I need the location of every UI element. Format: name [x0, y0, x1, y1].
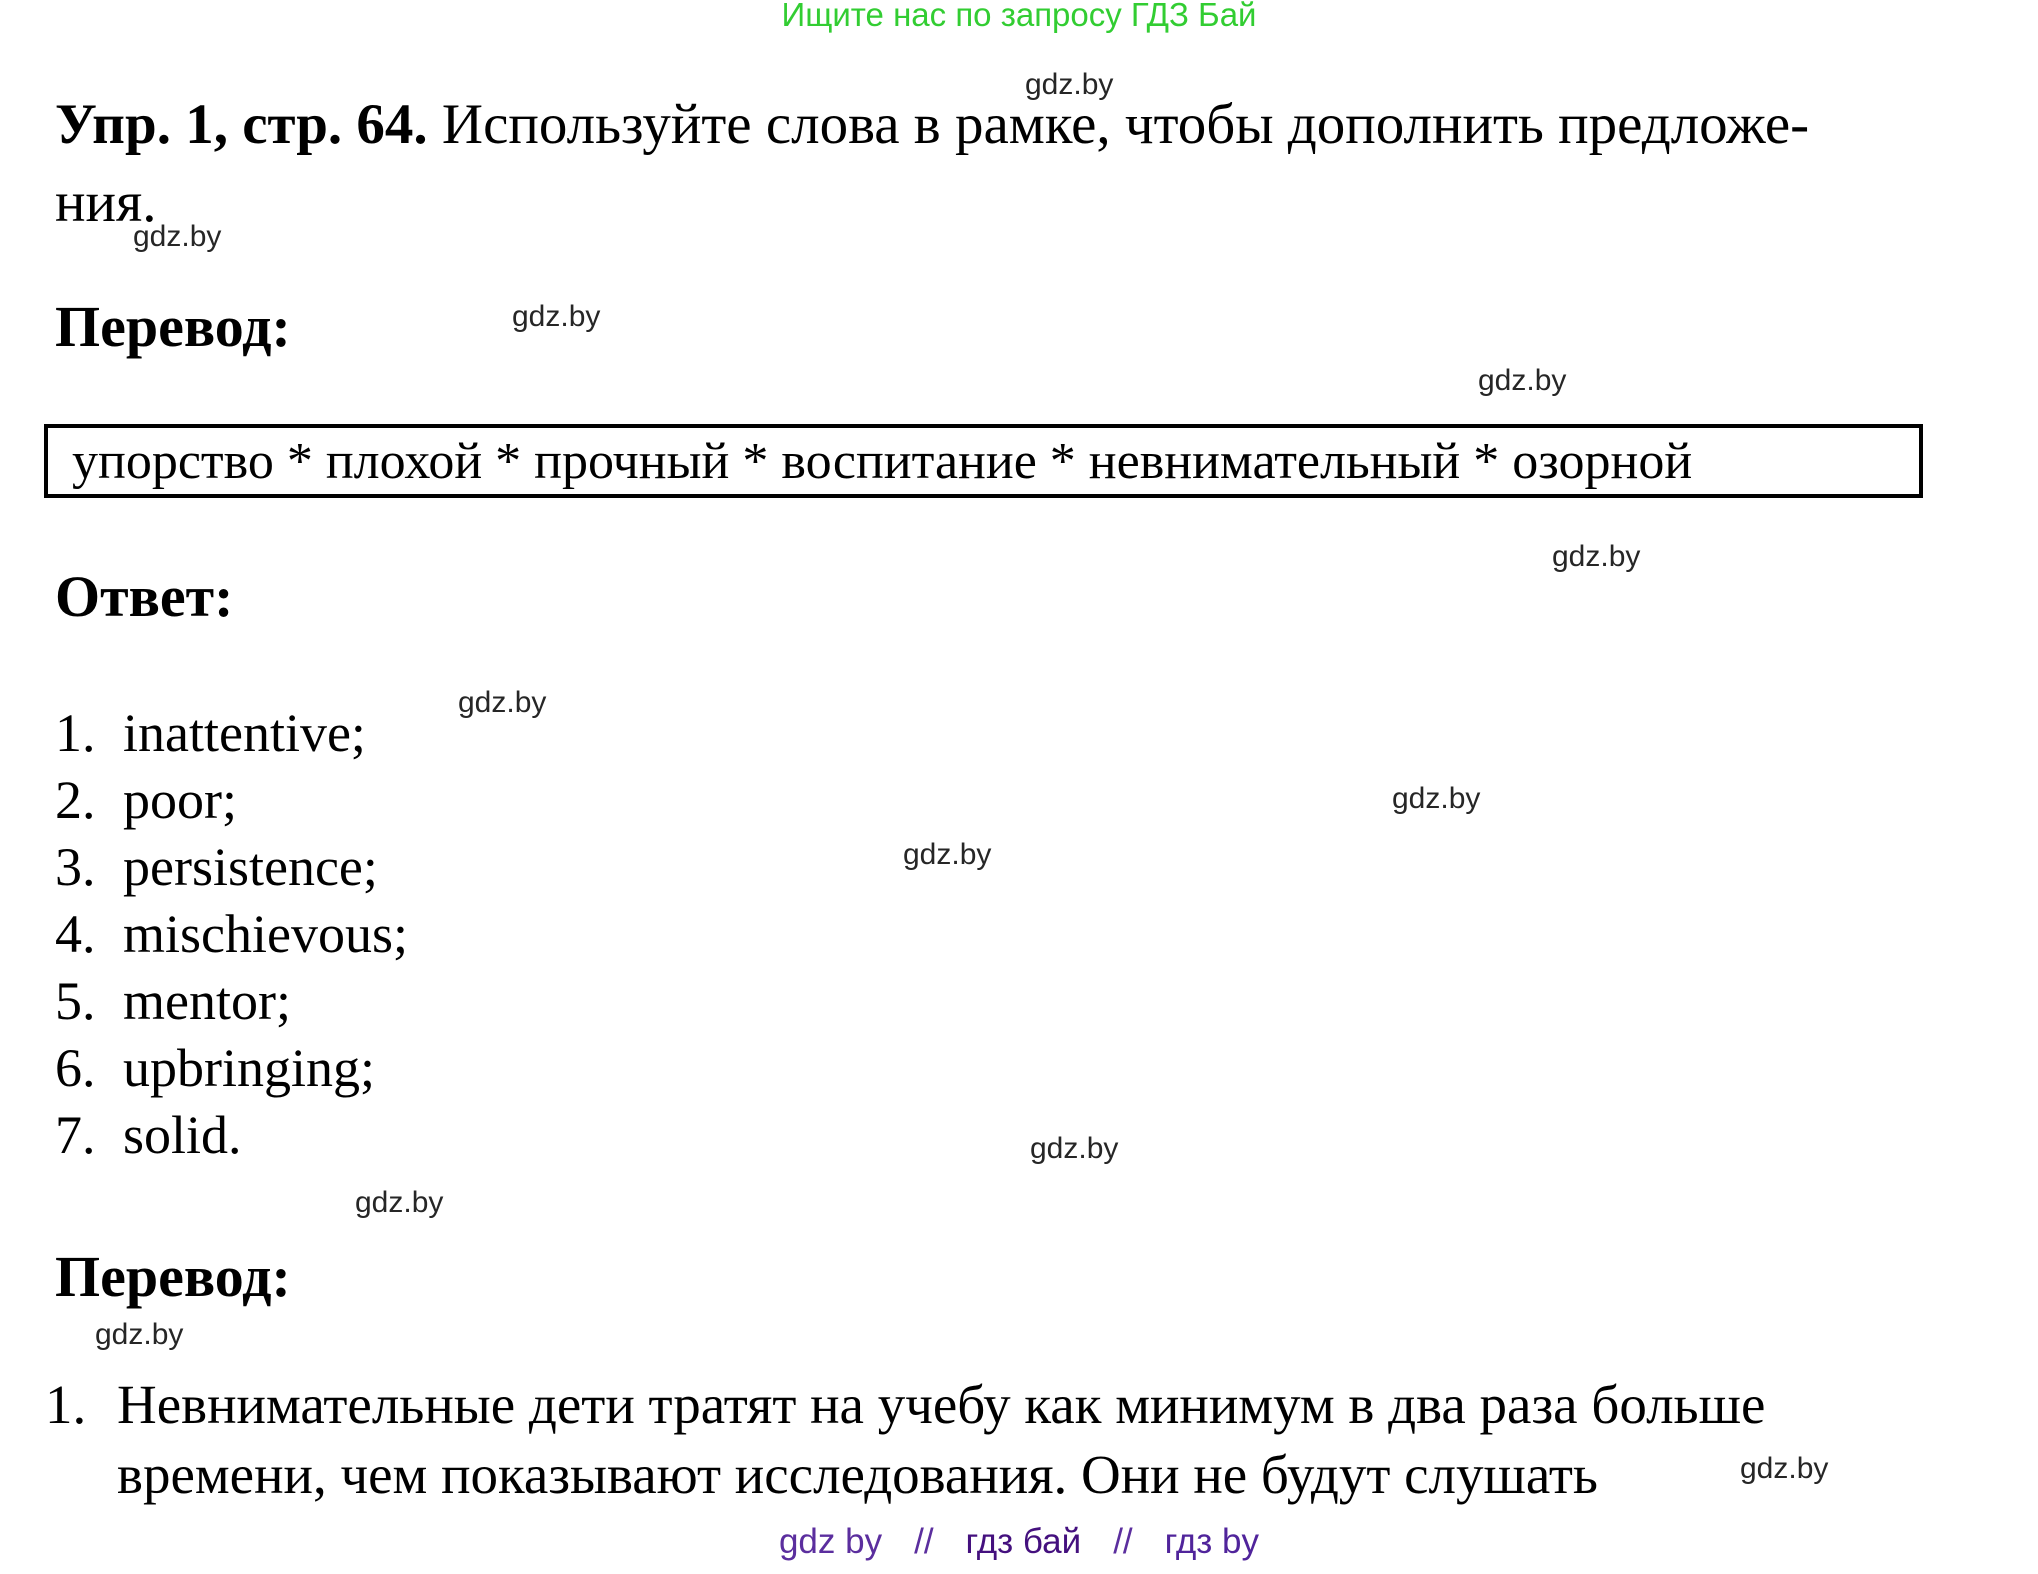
answer-item: [55, 968, 408, 1035]
footer-segment: гдз by: [1164, 1522, 1260, 1561]
answer-text: persistence;: [123, 837, 378, 897]
translation-heading-2: Перевод:: [55, 1244, 291, 1309]
gdz-watermark: gdz.by: [95, 1318, 184, 1351]
answer-item: [55, 901, 408, 968]
answer-number: 4.: [55, 904, 96, 964]
gdz-watermark: gdz.by: [512, 300, 601, 333]
translation-item-number: 1.: [45, 1374, 87, 1435]
translation-line-1: Невнимательные дети тратят на учебу как минимум в два раза больше: [117, 1374, 1766, 1435]
answer-text: solid.: [123, 1105, 242, 1165]
exercise-number: Упр. 1, стр. 64.: [55, 93, 428, 156]
answer-text: mischievous;: [123, 904, 408, 964]
footer-separator: //: [1113, 1522, 1133, 1561]
answer-number: 7.: [55, 1105, 96, 1165]
answer-list: [55, 700, 408, 1169]
footer-segment: gdz by: [778, 1522, 883, 1561]
answer-number: 2.: [55, 770, 96, 830]
answer-text: poor;: [123, 770, 237, 830]
footer: [0, 1522, 2038, 1562]
gdz-watermark: gdz.by: [1025, 68, 1114, 101]
exercise-task-text: Используйте слова в рамке, чтобы дополнить предложе-: [427, 93, 1810, 156]
exercise-title: [55, 86, 1809, 242]
exercise-title-line2: ния.: [55, 171, 157, 234]
answer-text: upbringing;: [123, 1038, 375, 1098]
answer-number: 6.: [55, 1038, 96, 1098]
word-box: [44, 424, 1923, 498]
gdz-watermark: gdz.by: [1478, 364, 1567, 397]
promo-banner: Ищите нас по запросу ГДЗ Бай: [781, 0, 1257, 33]
translation-line-2: времени, чем показывают исследования. Они не будут слушать: [117, 1444, 1598, 1505]
translation-item: [45, 1370, 1765, 1510]
gdz-watermark: gdz.by: [1030, 1132, 1119, 1165]
answer-item: [55, 767, 408, 834]
answer-heading: Ответ:: [55, 564, 234, 629]
answer-item: [55, 1102, 408, 1169]
gdz-watermark: gdz.by: [1740, 1452, 1829, 1485]
answer-number: 3.: [55, 837, 96, 897]
answer-item: [55, 1035, 408, 1102]
answer-number: 1.: [55, 703, 96, 763]
exercise-title-line1: [55, 86, 1809, 164]
answer-item: [55, 834, 408, 901]
translation-heading-1: Перевод:: [55, 294, 291, 359]
word-box-text: упорство * плохой * прочный * воспитание * невнимательный * озорной: [72, 432, 1693, 490]
gdz-watermark: gdz.by: [133, 220, 222, 253]
gdz-watermark: gdz.by: [1552, 540, 1641, 573]
gdz-watermark: gdz.by: [458, 686, 547, 719]
gdz-watermark: gdz.by: [1392, 782, 1481, 815]
answer-text: mentor;: [123, 971, 291, 1031]
answer-number: 5.: [55, 971, 96, 1031]
footer-segment: гдз бай: [965, 1522, 1082, 1561]
answer-text: inattentive;: [123, 703, 366, 763]
footer-separator: //: [914, 1522, 934, 1561]
translation-row: [45, 1370, 1765, 1510]
translation-text: [117, 1370, 1765, 1510]
answer-item: [55, 700, 408, 767]
gdz-watermark: gdz.by: [355, 1186, 444, 1219]
gdz-watermark: gdz.by: [903, 838, 992, 871]
